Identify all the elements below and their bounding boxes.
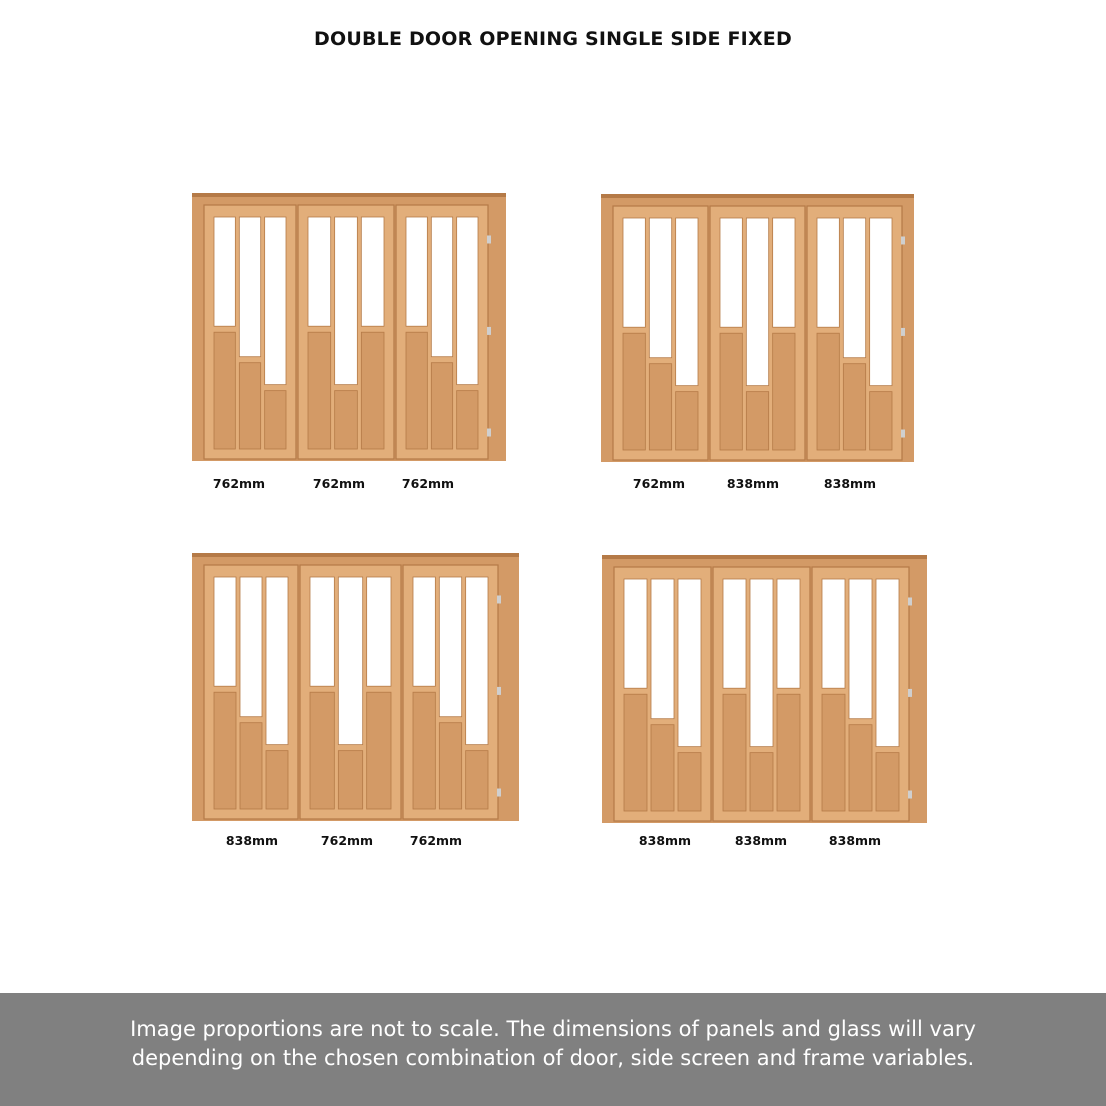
glass-pane — [457, 217, 478, 385]
glass-pane — [870, 218, 892, 386]
door-leaf — [298, 205, 394, 459]
timber-panel — [623, 333, 645, 450]
timber-panel — [651, 725, 674, 811]
timber-panel — [720, 333, 742, 450]
hinge — [487, 327, 491, 335]
door-set-config-2 — [601, 194, 914, 494]
glass-pane — [214, 217, 235, 326]
timber-panel — [750, 753, 773, 811]
hinge — [901, 236, 905, 244]
door-leaf — [807, 206, 905, 460]
timber-panel — [239, 363, 260, 449]
timber-panel — [723, 694, 746, 811]
glass-pane — [678, 579, 701, 747]
width-label: 762mm — [401, 476, 455, 491]
hinge — [901, 328, 905, 336]
glass-pane — [777, 579, 800, 688]
timber-panel — [439, 723, 461, 809]
frame-head — [601, 194, 914, 198]
disclaimer-line-2: depending on the chosen combination of door, side screen and frame variables. — [131, 1046, 975, 1070]
hinge — [487, 235, 491, 243]
door-leaf — [614, 567, 711, 821]
width-label: 762mm — [320, 833, 374, 848]
hinge — [908, 597, 912, 605]
timber-panel — [822, 694, 845, 811]
glass-pane — [750, 579, 773, 747]
glass-pane — [623, 218, 645, 327]
glass-pane — [439, 577, 461, 717]
timber-panel — [266, 751, 288, 809]
door-leaf — [204, 565, 298, 819]
timber-panel — [624, 694, 647, 811]
door-set-config-3 — [192, 553, 519, 853]
timber-panel — [876, 753, 899, 811]
timber-panel — [676, 392, 698, 450]
door-leaf — [204, 205, 296, 459]
width-label: 838mm — [638, 833, 692, 848]
width-label: 838mm — [823, 476, 877, 491]
timber-panel — [843, 364, 865, 450]
glass-pane — [214, 577, 236, 686]
glass-pane — [265, 217, 286, 385]
timber-panel — [413, 692, 435, 809]
glass-pane — [746, 218, 768, 386]
timber-panel — [335, 391, 358, 449]
glass-pane — [876, 579, 899, 747]
glass-pane — [240, 577, 262, 717]
width-label: 838mm — [734, 833, 788, 848]
door-set-drawing — [602, 555, 927, 823]
glass-pane — [335, 217, 358, 385]
door-leaf — [713, 567, 810, 821]
frame-head — [192, 193, 506, 197]
frame-head — [602, 555, 927, 559]
glass-pane — [624, 579, 647, 688]
door-leaf — [710, 206, 805, 460]
door-set-drawing — [192, 193, 506, 461]
timber-panel — [310, 692, 334, 809]
timber-panel — [431, 363, 452, 449]
timber-panel — [466, 751, 488, 809]
door-set-config-4 — [602, 555, 927, 855]
glass-pane — [843, 218, 865, 358]
width-label: 762mm — [632, 476, 686, 491]
glass-pane — [367, 577, 391, 686]
glass-pane — [466, 577, 488, 745]
glass-pane — [406, 217, 427, 326]
glass-pane — [723, 579, 746, 688]
hinge — [908, 689, 912, 697]
timber-panel — [338, 751, 362, 809]
timber-panel — [367, 692, 391, 809]
width-label: 762mm — [212, 476, 266, 491]
disclaimer-banner — [0, 993, 1106, 1106]
timber-panel — [214, 332, 235, 449]
timber-panel — [678, 753, 701, 811]
disclaimer-text — [0, 1015, 1106, 1073]
width-label: 838mm — [225, 833, 279, 848]
hinge — [901, 430, 905, 438]
glass-pane — [338, 577, 362, 745]
timber-panel — [214, 692, 236, 809]
glass-pane — [676, 218, 698, 386]
glass-pane — [651, 579, 674, 719]
glass-pane — [266, 577, 288, 745]
glass-pane — [849, 579, 872, 719]
door-leaf — [396, 205, 491, 459]
glass-pane — [310, 577, 334, 686]
door-set-drawing — [601, 194, 914, 462]
timber-panel — [773, 333, 795, 450]
timber-panel — [777, 694, 800, 811]
timber-panel — [457, 391, 478, 449]
hinge — [497, 595, 501, 603]
door-leaf — [300, 565, 401, 819]
timber-panel — [265, 391, 286, 449]
glass-pane — [361, 217, 384, 326]
width-label: 762mm — [312, 476, 366, 491]
glass-pane — [308, 217, 331, 326]
hinge — [908, 791, 912, 799]
frame-head — [192, 553, 519, 557]
glass-pane — [431, 217, 452, 357]
glass-pane — [649, 218, 671, 358]
hinge — [497, 687, 501, 695]
glass-pane — [413, 577, 435, 686]
timber-panel — [308, 332, 331, 449]
page-title: DOUBLE DOOR OPENING SINGLE SIDE FIXED — [314, 28, 792, 50]
door-set-config-1 — [192, 193, 506, 493]
timber-panel — [240, 723, 262, 809]
glass-pane — [822, 579, 845, 688]
timber-panel — [849, 725, 872, 811]
width-label: 838mm — [726, 476, 780, 491]
timber-panel — [361, 332, 384, 449]
timber-panel — [817, 333, 839, 450]
door-leaf — [812, 567, 912, 821]
door-leaf — [403, 565, 501, 819]
width-label: 838mm — [828, 833, 882, 848]
timber-panel — [746, 392, 768, 450]
disclaimer-line-1: Image proportions are not to scale. The dimensions of panels and glass will vary — [130, 1017, 976, 1041]
width-label: 762mm — [409, 833, 463, 848]
glass-pane — [817, 218, 839, 327]
timber-panel — [870, 392, 892, 450]
glass-pane — [720, 218, 742, 327]
door-leaf — [613, 206, 708, 460]
door-set-drawing — [192, 553, 519, 821]
glass-pane — [773, 218, 795, 327]
hinge — [487, 429, 491, 437]
hinge — [497, 789, 501, 797]
timber-panel — [649, 364, 671, 450]
glass-pane — [239, 217, 260, 357]
timber-panel — [406, 332, 427, 449]
